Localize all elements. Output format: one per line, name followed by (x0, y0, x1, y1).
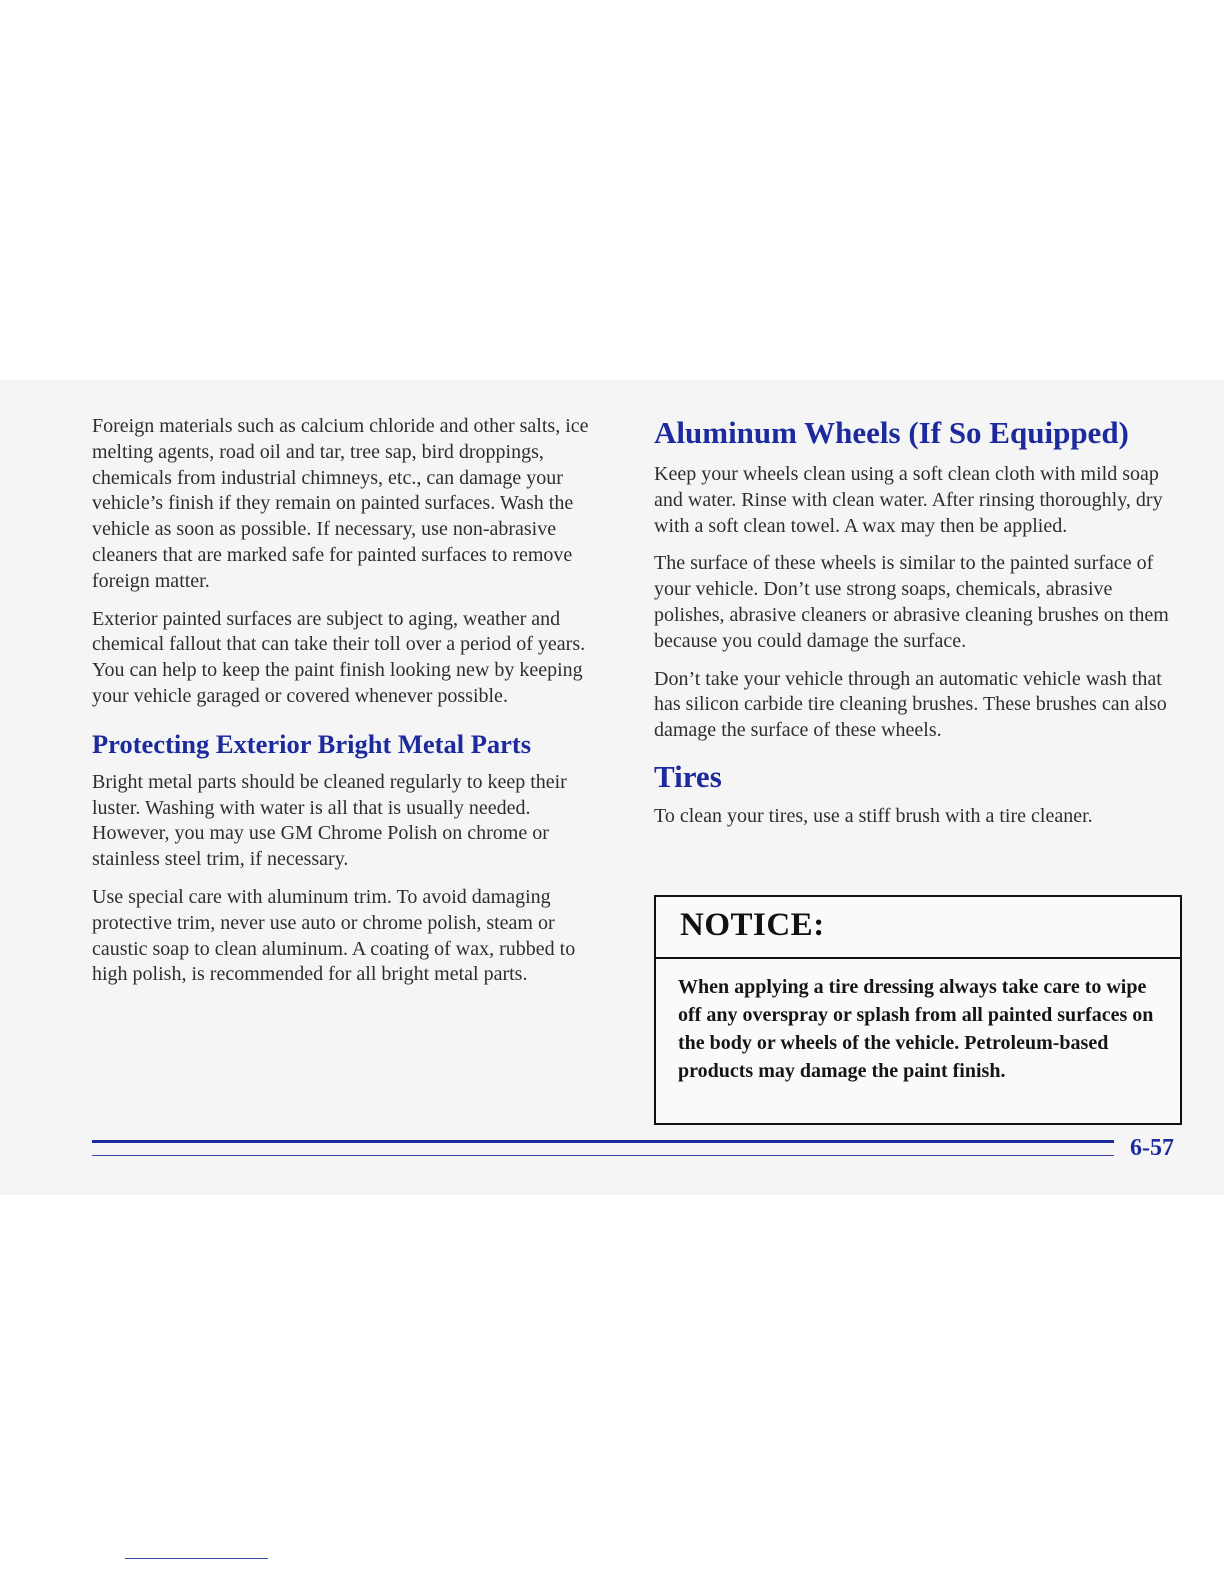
section-heading-tires: Tires (654, 758, 722, 794)
paragraph-wheels-clean: Keep your wheels clean using a soft clean cloth with mild soap and water. Rinse with clean water. After rinsing thoroughly, dry with a soft clean towel. A wax may then be applied. (654, 463, 1163, 537)
paragraph-foreign-materials: Foreign materials such as calcium chloride and other salts, ice melting agents, road oil and tar, tree sap, bird droppings, chemicals from industrial chimneys, etc., can damage your vehicle’s finish if they remain on painted surfaces. Wash the vehicle as soon as possible. If necessary, use non-abrasive cleaners that are marked safe for painted surfaces to remove foreign matter. (92, 415, 589, 592)
footer-rule-thin (92, 1155, 1114, 1156)
paragraph-vehicle-wash: Don’t take your vehicle through an automatic vehicle wash that has silicon carbide tire cleaning brushes. These brushes can also damage the surface of these wheels. (654, 667, 1167, 742)
page-number: 6-57 (1130, 1135, 1174, 1161)
right-column (654, 414, 1174, 842)
notice-title: NOTICE: (656, 897, 1180, 959)
notice-box (654, 895, 1182, 1125)
paragraph-exterior-painted-surfaces: Exterior painted surfaces are subject to aging, weather and chemical fallout that can take their toll over a period of years. You can help to keep the paint finish looking new by keeping your vehicle garaged or covered whenever possible. (92, 607, 586, 707)
section-heading-aluminum-wheels: Aluminum Wheels (If So Equipped) (654, 415, 1129, 450)
paragraph-aluminum-trim: Use special care with aluminum trim. To avoid damaging protective trim, never use auto or chrome polish, steam or caustic soap to clean aluminum. A coating of wax, rubbed to high polish, is recommended for all bright metal parts. (92, 885, 576, 986)
footer-rule-thick (92, 1140, 1114, 1143)
paragraph-wheels-surface: The surface of these wheels is similar to the painted surface of your vehicle. Don’t use strong soaps, chemicals, abrasive polishes, abrasive cleaners or abrasive cleaning brushes on them because you could damage the surface. (654, 552, 1169, 652)
bottom-divider (125, 1558, 268, 1559)
paragraph-tires-clean: To clean your tires, use a stiff brush with a tire cleaner. (654, 804, 1093, 827)
section-heading-bright-metal: Protecting Exterior Bright Metal Parts (92, 728, 532, 759)
paragraph-bright-metal: Bright metal parts should be cleaned regularly to keep their luster. Washing with water is all that is usually needed. However, you may use GM Chrome Polish on chrome or stainless steel trim, if necessary. (92, 770, 567, 871)
left-column (92, 414, 612, 1000)
notice-body: When applying a tire dressing always take care to wipe off any overspray or splash from all painted surfaces on the body or wheels of the vehicle. Petroleum-based products may damage the paint finish. (678, 976, 1154, 1082)
